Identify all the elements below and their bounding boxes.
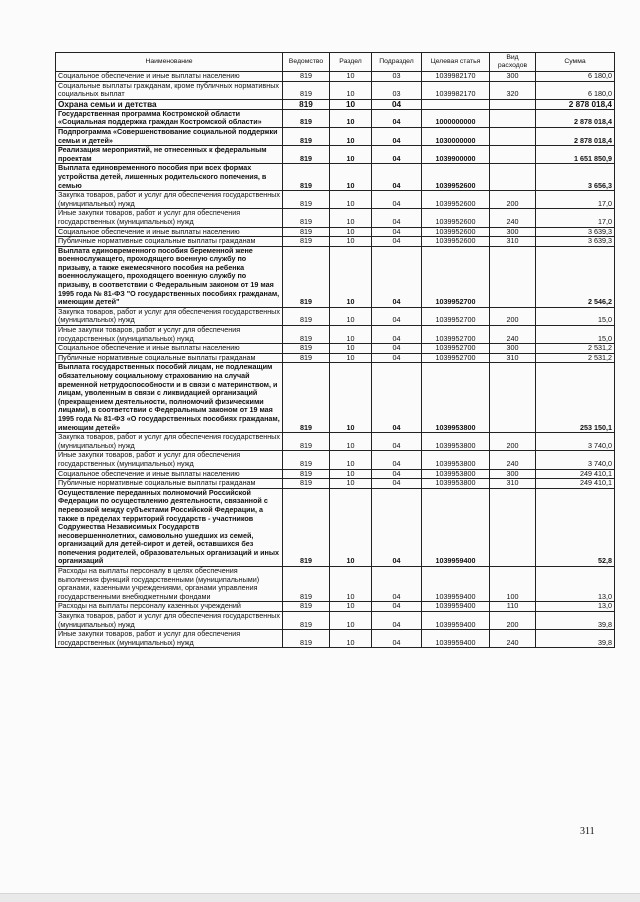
cell-subsection: 04 xyxy=(372,433,422,451)
header-subsection: Подраздел xyxy=(372,53,422,72)
table-row xyxy=(56,488,615,566)
cell-section: 10 xyxy=(330,146,372,164)
cell-sum: 2 531,2 xyxy=(536,344,615,354)
cell-exptype: 200 xyxy=(490,433,536,451)
cell-exptype: 100 xyxy=(490,567,536,602)
cell-sum: 39,8 xyxy=(536,612,615,630)
cell-sum: 15,0 xyxy=(536,326,615,344)
cell-dept: 819 xyxy=(283,109,330,127)
cell-exptype: 320 xyxy=(490,81,536,99)
cell-subsection: 04 xyxy=(372,246,422,307)
table-row xyxy=(56,326,615,344)
cell-target: 1039952600 xyxy=(422,227,490,237)
cell-section: 10 xyxy=(330,246,372,307)
cell-exptype: 240 xyxy=(490,209,536,227)
cell-name: Охрана семьи и детства xyxy=(56,99,283,109)
cell-exptype: 110 xyxy=(490,602,536,612)
cell-dept: 819 xyxy=(283,209,330,227)
table-row xyxy=(56,433,615,451)
cell-subsection: 04 xyxy=(372,109,422,127)
cell-sum: 249 410,1 xyxy=(536,469,615,479)
cell-sum: 39,8 xyxy=(536,630,615,648)
header-section: Раздел xyxy=(330,53,372,72)
cell-section: 10 xyxy=(330,109,372,127)
cell-dept: 819 xyxy=(283,567,330,602)
cell-exptype: 240 xyxy=(490,451,536,469)
table-row xyxy=(56,246,615,307)
cell-sum: 15,0 xyxy=(536,307,615,325)
cell-dept: 819 xyxy=(283,99,330,109)
cell-subsection: 04 xyxy=(372,146,422,164)
cell-target: 1039952600 xyxy=(422,237,490,247)
cell-target: 1030000000 xyxy=(422,127,490,145)
cell-dept: 819 xyxy=(283,72,330,82)
cell-target: 1039982170 xyxy=(422,72,490,82)
cell-subsection: 04 xyxy=(372,451,422,469)
table-row xyxy=(56,146,615,164)
cell-subsection: 04 xyxy=(372,567,422,602)
cell-exptype: 200 xyxy=(490,191,536,209)
table-row xyxy=(56,72,615,82)
cell-subsection: 04 xyxy=(372,488,422,566)
cell-exptype: 240 xyxy=(490,630,536,648)
cell-target: 1039982170 xyxy=(422,81,490,99)
cell-name: Государственная программа Костромской области «Социальная поддержка граждан Костромской области» xyxy=(56,109,283,127)
cell-subsection: 04 xyxy=(372,344,422,354)
cell-dept: 819 xyxy=(283,237,330,247)
cell-name: Социальное обеспечение и иные выплаты населению xyxy=(56,344,283,354)
cell-name: Закупка товаров, работ и услуг для обеспечения государственных (муниципальных) нужд xyxy=(56,433,283,451)
cell-sum: 3 656,3 xyxy=(536,164,615,191)
cell-target: 1039952700 xyxy=(422,353,490,363)
cell-target: 1039952700 xyxy=(422,307,490,325)
table-row xyxy=(56,227,615,237)
cell-exptype xyxy=(490,363,536,433)
table-row xyxy=(56,164,615,191)
cell-dept: 819 xyxy=(283,191,330,209)
table-row xyxy=(56,307,615,325)
cell-name: Социальное обеспечение и иные выплаты населению xyxy=(56,72,283,82)
table-row xyxy=(56,479,615,489)
cell-section: 10 xyxy=(330,237,372,247)
table-body xyxy=(56,72,615,648)
cell-target: 1039959400 xyxy=(422,630,490,648)
cell-name: Закупка товаров, работ и услуг для обеспечения государственных (муниципальных) нужд xyxy=(56,191,283,209)
cell-target: 1039952600 xyxy=(422,191,490,209)
cell-dept: 819 xyxy=(283,602,330,612)
cell-exptype: 200 xyxy=(490,307,536,325)
table-row xyxy=(56,469,615,479)
table-row xyxy=(56,209,615,227)
header-sum: Сумма xyxy=(536,53,615,72)
cell-subsection: 04 xyxy=(372,209,422,227)
cell-exptype xyxy=(490,146,536,164)
table-header-row xyxy=(56,53,615,72)
page-number: 311 xyxy=(580,826,595,837)
cell-sum: 6 180,0 xyxy=(536,72,615,82)
cell-dept: 819 xyxy=(283,246,330,307)
cell-subsection: 04 xyxy=(372,630,422,648)
cell-target: 1039952700 xyxy=(422,326,490,344)
cell-name: Социальные выплаты гражданам, кроме публичных нормативных социальных выплат xyxy=(56,81,283,99)
cell-sum: 17,0 xyxy=(536,209,615,227)
cell-name: Выплата единовременного пособия беременной жене военнослужащего, проходящего военную службу по призыву, а также ежемесячного пособия на ребенка военнослужащего, проходящего военную службу по призыву, в соответствии с Федеральным законом от 19 мая 1995 года № 81-ФЗ "О государственных пособиях гражданам, имеющим детей" xyxy=(56,246,283,307)
cell-name: Иные закупки товаров, работ и услуг для обеспечения государственных (муниципальных) нужд xyxy=(56,630,283,648)
cell-dept: 819 xyxy=(283,127,330,145)
cell-target: 1039953800 xyxy=(422,479,490,489)
cell-section: 10 xyxy=(330,451,372,469)
cell-dept: 819 xyxy=(283,479,330,489)
cell-target: 1039959400 xyxy=(422,567,490,602)
cell-subsection: 04 xyxy=(372,307,422,325)
table-row xyxy=(56,612,615,630)
cell-name: Закупка товаров, работ и услуг для обеспечения государственных (муниципальных) нужд xyxy=(56,307,283,325)
cell-sum: 2 878 018,4 xyxy=(536,109,615,127)
cell-subsection: 04 xyxy=(372,602,422,612)
cell-section: 10 xyxy=(330,567,372,602)
cell-sum: 6 180,0 xyxy=(536,81,615,99)
cell-sum: 3 639,3 xyxy=(536,237,615,247)
cell-name: Публичные нормативные социальные выплаты гражданам xyxy=(56,479,283,489)
cell-section: 10 xyxy=(330,227,372,237)
cell-subsection: 03 xyxy=(372,81,422,99)
cell-exptype xyxy=(490,488,536,566)
cell-section: 10 xyxy=(330,602,372,612)
cell-exptype: 310 xyxy=(490,479,536,489)
cell-exptype xyxy=(490,127,536,145)
cell-dept: 819 xyxy=(283,227,330,237)
cell-name: Выплата единовременного пособия при всех формах устройства детей, лишенных родительского попечения, в семью xyxy=(56,164,283,191)
cell-name: Публичные нормативные социальные выплаты гражданам xyxy=(56,237,283,247)
budget-table xyxy=(55,52,615,648)
cell-exptype xyxy=(490,246,536,307)
cell-subsection: 04 xyxy=(372,353,422,363)
cell-target: 1039952600 xyxy=(422,164,490,191)
cell-subsection: 04 xyxy=(372,237,422,247)
cell-sum: 1 651 850,9 xyxy=(536,146,615,164)
cell-subsection: 04 xyxy=(372,164,422,191)
table-row xyxy=(56,363,615,433)
cell-dept: 819 xyxy=(283,307,330,325)
header-exptype: Вид расходов xyxy=(490,53,536,72)
cell-dept: 819 xyxy=(283,81,330,99)
header-name: Наименование xyxy=(56,53,283,72)
cell-dept: 819 xyxy=(283,344,330,354)
table-row xyxy=(56,109,615,127)
cell-target: 1039953800 xyxy=(422,433,490,451)
cell-dept: 819 xyxy=(283,630,330,648)
cell-subsection: 04 xyxy=(372,191,422,209)
cell-target: 1039953800 xyxy=(422,469,490,479)
cell-section: 10 xyxy=(330,326,372,344)
cell-section: 10 xyxy=(330,433,372,451)
cell-subsection: 04 xyxy=(372,326,422,344)
cell-name: Иные закупки товаров, работ и услуг для обеспечения государственных (муниципальных) нужд xyxy=(56,326,283,344)
cell-target: 1039953800 xyxy=(422,451,490,469)
cell-exptype: 300 xyxy=(490,72,536,82)
cell-exptype: 310 xyxy=(490,353,536,363)
cell-subsection: 04 xyxy=(372,469,422,479)
cell-section: 10 xyxy=(330,99,372,109)
cell-exptype: 310 xyxy=(490,237,536,247)
table-row xyxy=(56,602,615,612)
cell-section: 10 xyxy=(330,630,372,648)
cell-name: Публичные нормативные социальные выплаты гражданам xyxy=(56,353,283,363)
cell-dept: 819 xyxy=(283,433,330,451)
table-row xyxy=(56,567,615,602)
cell-name: Закупка товаров, работ и услуг для обеспечения государственных (муниципальных) нужд xyxy=(56,612,283,630)
cell-sum: 249 410,1 xyxy=(536,479,615,489)
cell-sum: 52,8 xyxy=(536,488,615,566)
cell-name: Иные закупки товаров, работ и услуг для обеспечения государственных (муниципальных) нужд xyxy=(56,209,283,227)
table-row xyxy=(56,451,615,469)
cell-dept: 819 xyxy=(283,146,330,164)
cell-sum: 253 150,1 xyxy=(536,363,615,433)
cell-name: Расходы на выплаты персоналу в целях обеспечения выполнения функций государственными (муниципальными) органами, казенными учреждениями, органами управления государственными внебюджетными фондами xyxy=(56,567,283,602)
cell-sum: 3 740,0 xyxy=(536,433,615,451)
cell-sum: 2 878 018,4 xyxy=(536,99,615,109)
cell-target: 1039952700 xyxy=(422,246,490,307)
cell-dept: 819 xyxy=(283,326,330,344)
cell-section: 10 xyxy=(330,164,372,191)
cell-subsection: 04 xyxy=(372,127,422,145)
table-row xyxy=(56,237,615,247)
cell-section: 10 xyxy=(330,127,372,145)
cell-name: Реализация мероприятий, не отнесенных к федеральным проектам xyxy=(56,146,283,164)
cell-subsection: 04 xyxy=(372,479,422,489)
header-target: Целевая статья xyxy=(422,53,490,72)
cell-exptype: 300 xyxy=(490,469,536,479)
cell-section: 10 xyxy=(330,363,372,433)
cell-target: 1039900000 xyxy=(422,146,490,164)
cell-exptype xyxy=(490,99,536,109)
cell-subsection: 03 xyxy=(372,72,422,82)
cell-subsection: 04 xyxy=(372,227,422,237)
cell-sum: 2 878 018,4 xyxy=(536,127,615,145)
cell-subsection: 04 xyxy=(372,612,422,630)
cell-section: 10 xyxy=(330,209,372,227)
cell-section: 10 xyxy=(330,612,372,630)
cell-name: Иные закупки товаров, работ и услуг для обеспечения государственных (муниципальных) нужд xyxy=(56,451,283,469)
header-dept: Ведомство xyxy=(283,53,330,72)
cell-sum: 13,0 xyxy=(536,567,615,602)
cell-section: 10 xyxy=(330,353,372,363)
cell-section: 10 xyxy=(330,469,372,479)
cell-exptype: 200 xyxy=(490,612,536,630)
cell-section: 10 xyxy=(330,81,372,99)
cell-exptype: 240 xyxy=(490,326,536,344)
cell-name: Подпрограмма «Совершенствование социальной поддержки семьи и детей» xyxy=(56,127,283,145)
table-row xyxy=(56,99,615,109)
table-row xyxy=(56,630,615,648)
cell-target: 1039959400 xyxy=(422,612,490,630)
cell-section: 10 xyxy=(330,307,372,325)
cell-dept: 819 xyxy=(283,353,330,363)
cell-name: Выплата государственных пособий лицам, не подлежащим обязательному социальному страхованию на случай временной нетрудоспособности и в связи с материнством, и лицам, уволенным в связи с ликвидацией организаций (прекращением деятельности, полномочий физическими лицами), в соответствии с Федеральным законом от 19 мая 1995 года № 81-ФЗ «О государственных пособиях гражданам, имеющим детей» xyxy=(56,363,283,433)
cell-target: 1039952700 xyxy=(422,344,490,354)
cell-target: 1000000000 xyxy=(422,109,490,127)
cell-exptype: 300 xyxy=(490,344,536,354)
cell-sum: 13,0 xyxy=(536,602,615,612)
cell-section: 10 xyxy=(330,488,372,566)
cell-sum: 2 531,2 xyxy=(536,353,615,363)
cell-sum: 2 546,2 xyxy=(536,246,615,307)
cell-name: Социальное обеспечение и иные выплаты населению xyxy=(56,469,283,479)
cell-section: 10 xyxy=(330,479,372,489)
table-row xyxy=(56,353,615,363)
cell-target: 1039952600 xyxy=(422,209,490,227)
cell-name: Осуществление переданных полномочий Российской Федерации по осуществлению деятельности, связанной с перевозкой между субъектами Российской Федерации, а также в пределах территорий государств - участников Содружества Независимых Государств несовершеннолетних, самовольно ушедших из семей, организаций для детей-сирот и детей, оставшихся без попечения родителей, образовательных организаций и иных организаций xyxy=(56,488,283,566)
cell-target: 1039959400 xyxy=(422,488,490,566)
cell-name: Расходы на выплаты персоналу казенных учреждений xyxy=(56,602,283,612)
cell-target: 1039959400 xyxy=(422,602,490,612)
cell-target: 1039953800 xyxy=(422,363,490,433)
cell-exptype: 300 xyxy=(490,227,536,237)
table-row xyxy=(56,344,615,354)
table-row xyxy=(56,81,615,99)
cell-target xyxy=(422,99,490,109)
table-row xyxy=(56,191,615,209)
cell-name: Социальное обеспечение и иные выплаты населению xyxy=(56,227,283,237)
cell-dept: 819 xyxy=(283,488,330,566)
cell-sum: 3 639,3 xyxy=(536,227,615,237)
cell-dept: 819 xyxy=(283,612,330,630)
cell-exptype xyxy=(490,109,536,127)
cell-exptype xyxy=(490,164,536,191)
cell-subsection: 04 xyxy=(372,99,422,109)
cell-section: 10 xyxy=(330,344,372,354)
cell-section: 10 xyxy=(330,72,372,82)
cell-dept: 819 xyxy=(283,363,330,433)
cell-subsection: 04 xyxy=(372,363,422,433)
table-row xyxy=(56,127,615,145)
cell-dept: 819 xyxy=(283,469,330,479)
cell-sum: 17,0 xyxy=(536,191,615,209)
cell-section: 10 xyxy=(330,191,372,209)
cell-sum: 3 740,0 xyxy=(536,451,615,469)
cell-dept: 819 xyxy=(283,451,330,469)
cell-dept: 819 xyxy=(283,164,330,191)
